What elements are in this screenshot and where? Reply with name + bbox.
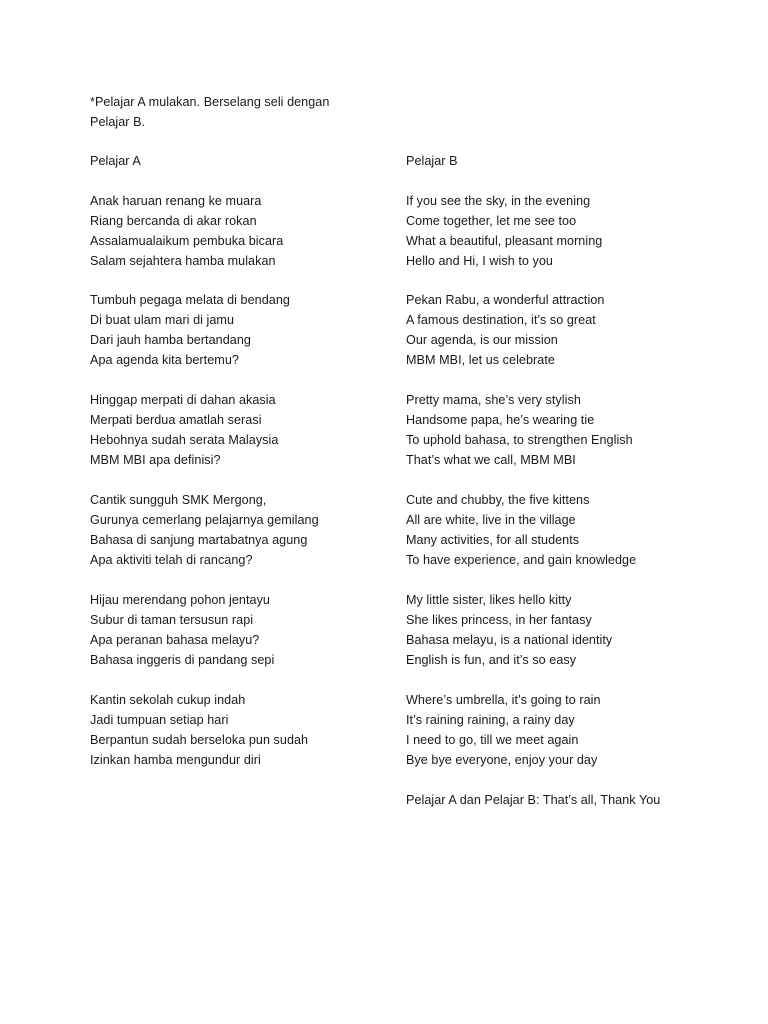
- pelajar-a-line: Hebohnya sudah serata Malaysia: [90, 433, 279, 447]
- pelajar-b-line: To have experience, and gain knowledge: [406, 553, 637, 567]
- pelajar-b-line: Handsome papa, he’s wearing tie: [406, 413, 595, 427]
- pelajar-b-line: My little sister, likes hello kitty: [406, 593, 572, 607]
- pelajar-b-line: Pretty mama, she’s very stylish: [406, 393, 581, 407]
- pelajar-a-line: Kantin sekolah cukup indah: [90, 693, 246, 707]
- pelajar-b-line: To uphold bahasa, to strengthen English: [406, 433, 633, 447]
- pelajar-b-line: Many activities, for all students: [406, 533, 580, 547]
- pelajar-a-line: Tumbuh pegaga melata di bendang: [90, 293, 290, 307]
- intro-line-1: *Pelajar A mulakan. Berselang seli dengan: [90, 95, 330, 109]
- pelajar-b-line: Pekan Rabu, a wonderful attraction: [406, 293, 605, 307]
- pelajar-b-line: Where’s umbrella, it’s going to rain: [406, 693, 601, 707]
- pelajar-a-line: Riang bercanda di akar rokan: [90, 214, 257, 228]
- column-header-pelajar-b: Pelajar B: [406, 154, 458, 168]
- pelajar-a-line: Bahasa inggeris di pandang sepi: [90, 653, 275, 667]
- pelajar-b-line: Bahasa melayu, is a national identity: [406, 633, 613, 647]
- pelajar-a-line: Apa agenda kita bertemu?: [90, 353, 239, 367]
- pelajar-b-line: All are white, live in the village: [406, 513, 576, 527]
- pelajar-a-line: Apa aktiviti telah di rancang?: [90, 553, 253, 567]
- pelajar-a-line: Anak haruan renang ke muara: [90, 194, 262, 208]
- pelajar-a-line: Bahasa di sanjung martabatnya agung: [90, 533, 308, 547]
- pelajar-a-line: Subur di taman tersusun rapi: [90, 613, 254, 627]
- pelajar-b-line: MBM MBI, let us celebrate: [406, 353, 555, 367]
- pelajar-a-line: Salam sejahtera hamba mulakan: [90, 254, 276, 268]
- pelajar-b-line: That’s what we call, MBM MBI: [406, 453, 576, 467]
- pelajar-b-line: Our agenda, is our mission: [406, 333, 558, 347]
- pelajar-a-line: Cantik sungguh SMK Mergong,: [90, 493, 267, 507]
- pelajar-b-line: I need to go, till we meet again: [406, 733, 579, 747]
- pelajar-a-line: MBM MBI apa definisi?: [90, 453, 221, 467]
- pelajar-a-line: Apa peranan bahasa melayu?: [90, 633, 260, 647]
- pelajar-a-line: Izinkan hamba mengundur diri: [90, 753, 261, 767]
- pelajar-a-line: Di buat ulam mari di jamu: [90, 313, 235, 327]
- pelajar-b-line: Hello and Hi, I wish to you: [406, 254, 553, 268]
- pelajar-b-line: Cute and chubby, the five kittens: [406, 493, 590, 507]
- pelajar-b-line: A famous destination, it’s so great: [406, 313, 596, 327]
- pelajar-a-line: Assalamualaikum pembuka bicara: [90, 234, 284, 248]
- pelajar-a-line: Berpantun sudah berseloka pun sudah: [90, 733, 309, 747]
- pelajar-b-line: Come together, let me see too: [406, 214, 577, 228]
- pelajar-a-line: Hijau merendang pohon jentayu: [90, 593, 270, 607]
- column-header-pelajar-a: Pelajar A: [90, 154, 141, 168]
- pelajar-a-line: Hinggap merpati di dahan akasia: [90, 393, 276, 407]
- pelajar-b-line: Bye bye everyone, enjoy your day: [406, 753, 598, 767]
- pelajar-b-line: What a beautiful, pleasant morning: [406, 234, 603, 248]
- pelajar-b-line: If you see the sky, in the evening: [406, 194, 591, 208]
- pelajar-b-line: It’s raining raining, a rainy day: [406, 713, 575, 727]
- pelajar-a-line: Dari jauh hamba bertandang: [90, 333, 251, 347]
- pelajar-a-line: Jadi tumpuan setiap hari: [90, 713, 229, 727]
- pelajar-a-line: Gurunya cemerlang pelajarnya gemilang: [90, 513, 319, 527]
- pelajar-a-line: Merpati berdua amatlah serasi: [90, 413, 262, 427]
- pelajar-b-line: English is fun, and it’s so easy: [406, 653, 577, 667]
- closing-line: Pelajar A dan Pelajar B: That’s all, Thank You: [406, 793, 661, 807]
- pelajar-b-line: She likes princess, in her fantasy: [406, 613, 592, 627]
- intro-line-2: Pelajar B.: [90, 115, 146, 129]
